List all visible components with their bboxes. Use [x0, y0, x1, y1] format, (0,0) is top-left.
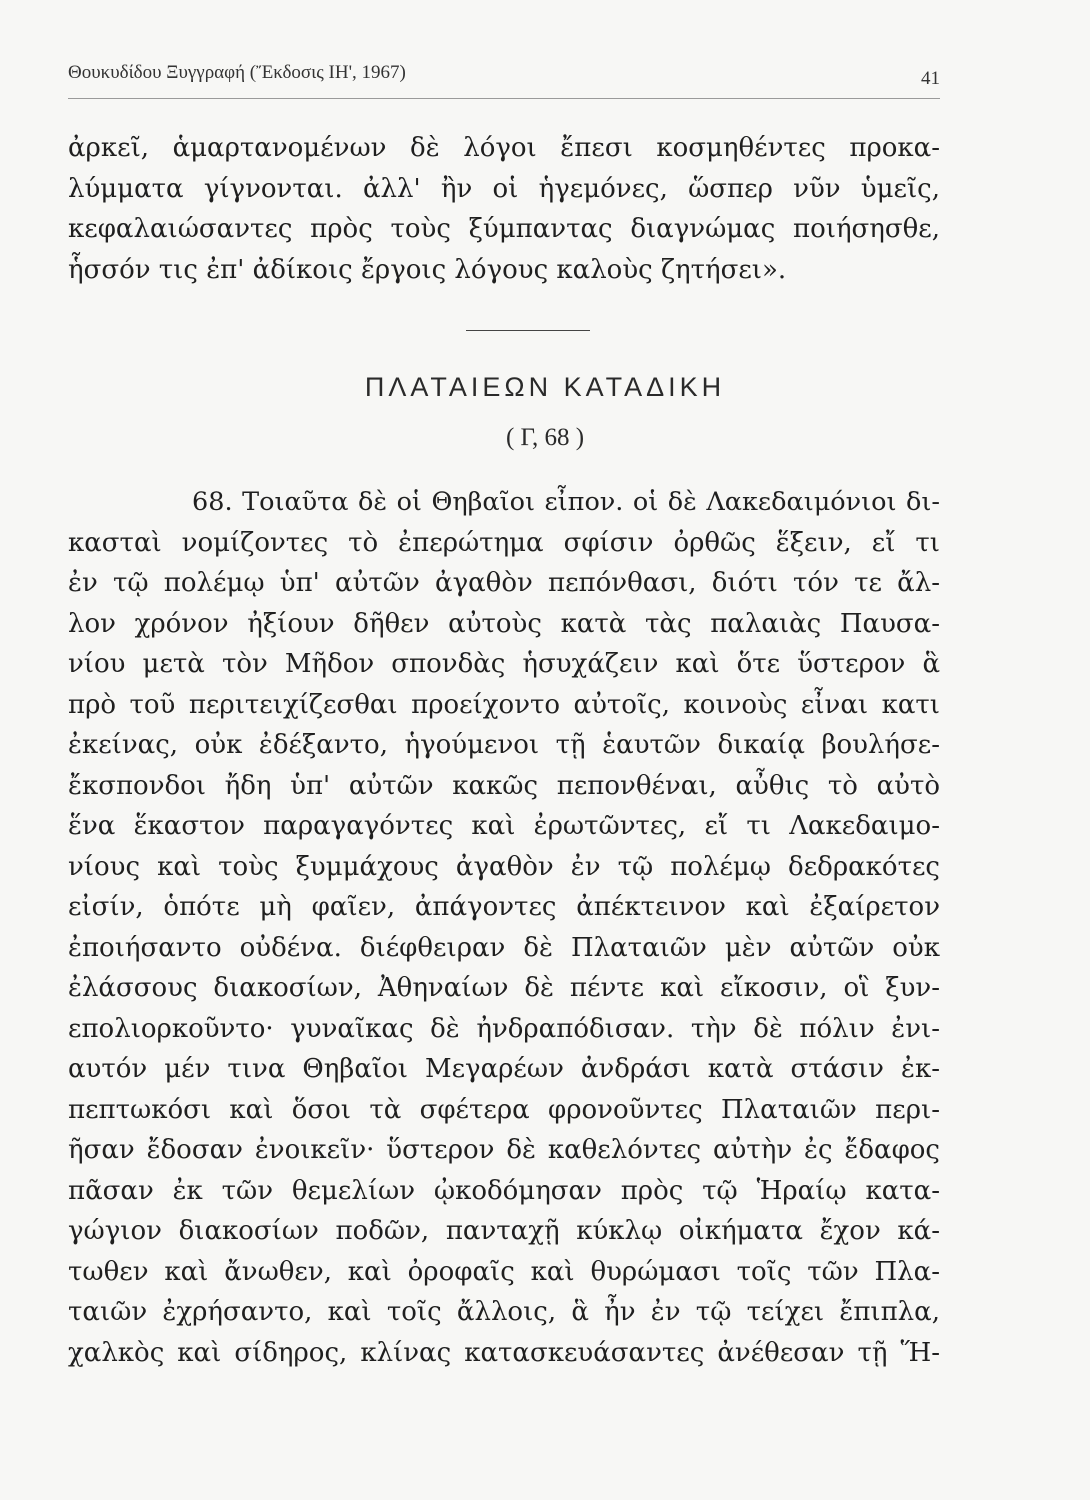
text-line: ἐν τῷ πολέμῳ ὑπ' αὐτῶν ἀγαθὸν πεπόνθασι, διότι τόν τε ἄλ-	[68, 568, 940, 598]
text-line: ἕνα ἕκαστον παραγαγόντες καὶ ἐρωτῶντες, εἴ τι Λακεδαιμο-	[68, 811, 940, 841]
header-rule	[68, 98, 940, 99]
text-line: ἧσσόν τις ἐπ' ἀδίκοις ἔργοις λόγους καλοὺς ζητήσει».	[68, 254, 787, 285]
text-line: πρὸ τοῦ περιτειχίζεσθαι προείχοντο αὐτοῖς, κοινοὺς εἶναι κατι	[68, 689, 940, 720]
intro-paragraph	[68, 128, 940, 290]
text-line: λον χρόνον ἠξίουν δῆθεν αὐτοὺς κατὰ τὰς παλαιὰς Παυσα-	[68, 608, 940, 639]
text-line: κασταὶ νομίζοντες τὸ ἐπερώτημα σφίσιν ὀρθῶς ἕξειν, εἴ τι	[68, 527, 940, 558]
text-line: ῆσαν ἔδοσαν ἐνοικεῖν· ὕστερον δὲ καθελόντες αὐτὴν ἐς ἔδαφος	[68, 1135, 940, 1165]
text-line: ἐποιήσαντο οὐδένα. διέφθειραν δὲ Πλαταιῶν μὲν αὐτῶν οὐκ	[68, 932, 940, 963]
text-line: νίου μετὰ τὸν Μῆδον σπονδὰς ἡσυχάζειν καὶ ὅτε ὕστερον ἃ	[68, 649, 940, 679]
text-line: πεπτωκόσι καὶ ὅσοι τὰ σφέτερα φρονοῦντες Πλαταιῶν περι-	[68, 1094, 940, 1125]
section-title: ΠΛΑΤΑΙΕΩΝ ΚΑΤΑΔΙΚΗ	[364, 372, 726, 402]
text-line: λύμματα γίγνονται. ἀλλ' ἢν οἱ ἡγεμόνες, ὥσπερ νῦν ὑμεῖς,	[68, 173, 940, 204]
section-reference: ( Γ, 68 )	[505, 424, 585, 451]
section-divider	[466, 330, 590, 331]
text-line: τωθεν καὶ ἄνωθεν, καὶ ὀροφαῖς καὶ θυρώμασι τοῖς τῶν Πλα-	[68, 1256, 940, 1287]
text-line: επολιορκοῦντο· γυναῖκας δὲ ἠνδραπόδισαν. τὴν δὲ πόλιν ἐνι-	[68, 1013, 940, 1044]
text-line: 68. Τοιαῦτα δὲ οἱ Θηβαῖοι εἶπον. οἱ δὲ Λακεδαιμόνιοι δι-	[192, 487, 940, 517]
running-title: Θουκυδίδου Ξυγγραφή (Ἔκδοσις ΙΗ', 1967)	[68, 62, 406, 83]
page-number: 41	[921, 68, 940, 89]
text-line: γώγιον διακοσίων ποδῶν, πανταχῇ κύκλῳ οἰκήματα ἔχον κά-	[68, 1216, 940, 1246]
text-line: ἐκείνας, οὐκ ἐδέξαντο, ἡγούμενοι τῇ ἑαυτῶν δικαίᾳ βουλήσε-	[68, 730, 940, 760]
text-line: κεφαλαιώσαντες πρὸς τοὺς ξύμπαντας διαγνώμας ποιήσησθε,	[68, 214, 940, 244]
text-line: ἔκσπονδοι ἤδη ὑπ' αὐτῶν κακῶς πεπονθέναι, αὖθις τὸ αὐτὸ	[68, 770, 940, 801]
text-line: πᾶσαν ἐκ τῶν θεμελίων ᾠκοδόμησαν πρὸς τῷ Ἡραίῳ κατα-	[68, 1175, 940, 1206]
text-line: χαλκὸς καὶ σίδηρος, κλίνας κατασκευάσαντες ἀνέθεσαν τῇ Ἥ-	[68, 1337, 940, 1368]
main-paragraph	[68, 482, 940, 1373]
text-line: νίους καὶ τοὺς ξυμμάχους ἀγαθὸν ἐν τῷ πολέμῳ δεδρακότες	[68, 851, 940, 882]
text-line: ταιῶν ἐχρήσαντο, καὶ τοῖς ἄλλοις, ἃ ἦν ἐν τῷ τείχει ἔπιπλα,	[68, 1297, 940, 1327]
text-line: ἐλάσσους διακοσίων, Ἀθηναίων δὲ πέντε καὶ εἴκοσιν, οἳ ξυν-	[68, 973, 940, 1003]
text-line: εἰσίν, ὁπότε μὴ φαῖεν, ἀπάγοντες ἀπέκτεινον καὶ ἐξαίρετον	[68, 892, 940, 922]
text-line: αυτόν μέν τινα Θηβαῖοι Μεγαρέων ἀνδράσι κατὰ στάσιν ἐκ-	[68, 1054, 940, 1084]
text-line: ἀρκεῖ, ἁμαρτανομένων δὲ λόγοι ἔπεσι κοσμηθέντες προκα-	[68, 133, 940, 163]
